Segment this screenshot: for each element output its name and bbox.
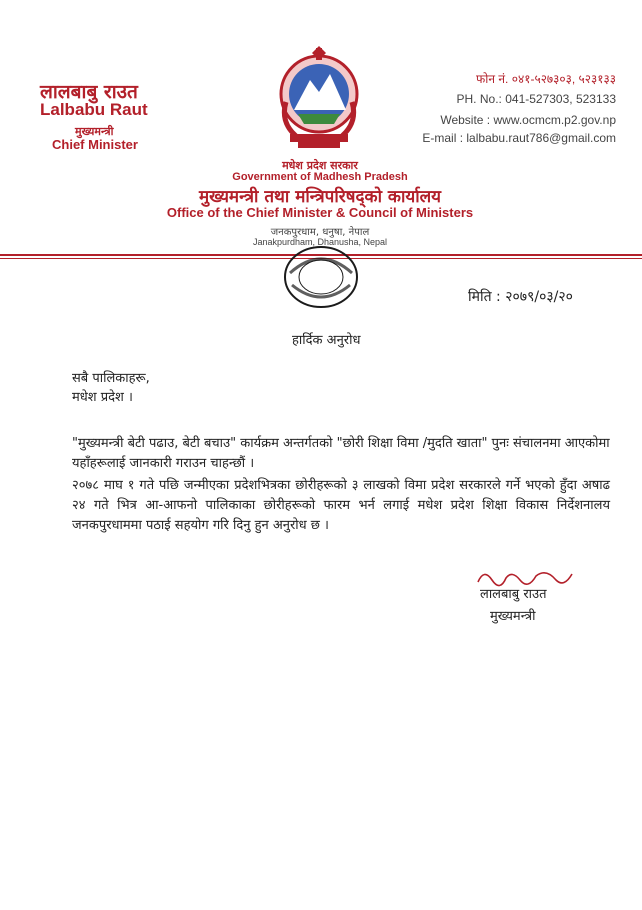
phone-nepali <box>476 70 616 87</box>
website-label: Website : <box>440 113 491 127</box>
address-english: Janakpurdham, Dhanusha, Nepal <box>252 237 388 247</box>
website <box>440 113 616 127</box>
address-nepali: जनकपुरधाम, धनुषा, नेपाल <box>270 227 370 238</box>
letter-date <box>468 287 573 306</box>
letter-paragraph-2: २०७८ माघ १ गते पछि जन्मीएका प्रदेशभित्रका छोरीहरूको ३ लाखको विमा प्रदेश सरकारले गर्ने भएको हुँदा अषाढ २४ गते भित्र आ-आफनो पालिकाका छोरीहरूको फारम भर्न लगाई मधेश प्रदेश शिक्षा विकास निर्देशनालय जनकपुरधाममा पठाई सहयोग गरि दिनु हुन अनुरोध छ । <box>72 478 610 533</box>
signature-name: लालबाबु राउत <box>480 587 547 602</box>
minister-title-nepali: मुख्यमन्त्री <box>75 125 114 138</box>
phone-english-value: 041-527303, 523133 <box>505 92 616 106</box>
government-english: Government of Madhesh Pradesh <box>232 171 408 183</box>
office-nepali: मुख्यमन्त्री तथा मन्त्रिपरिषद्को कार्यालय <box>198 187 442 207</box>
phone-nepali-label: फोन नं. <box>476 72 509 86</box>
recipient-line-2: मधेश प्रदेश । <box>72 390 133 405</box>
letter-paragraph-1: "मुख्यमन्त्री बेटी पढाउ, बेटी बचाउ" कार्यक्रम अन्तर्गतको "छोरी शिक्षा विमा /मुदति खाता" पुनः संचालनमा आएकोमा यहाँहरूलाई जानकारी गराउन चाहन्छौं । <box>72 436 610 471</box>
minister-name-nepali: लालबाबु राउत <box>40 81 138 103</box>
office-english: Office of the Chief Minister & Council of Ministers <box>166 205 474 220</box>
email-label: E-mail : <box>422 131 464 145</box>
letter-subject: हार्दिक अनुरोध <box>292 333 361 348</box>
minister-title-english: Chief Minister <box>52 137 138 152</box>
date-label: मिति : <box>468 289 501 305</box>
website-link[interactable]: www.ocmcm.p2.gov.np <box>493 113 616 127</box>
phone-english <box>457 92 616 106</box>
signature-title: मुख्यमन्त्री <box>490 609 536 624</box>
phone-nepali-value: ०४१-५२७३०३, ५२३१३३ <box>511 72 616 86</box>
recipient-line-1: सबै पालिकाहरू, <box>72 371 150 386</box>
office-stamp <box>282 243 360 311</box>
nepal-emblem-icon <box>276 44 362 150</box>
government-nepali: मधेश प्रदेश सरकार <box>282 159 358 172</box>
minister-name-english: Lalbabu Raut <box>40 100 148 119</box>
email-link[interactable]: lalbabu.raut786@gmail.com <box>466 131 616 145</box>
email <box>422 131 616 145</box>
phone-english-label: PH. No.: <box>456 92 502 106</box>
date-value: २०७९/०३/२० <box>505 289 573 305</box>
